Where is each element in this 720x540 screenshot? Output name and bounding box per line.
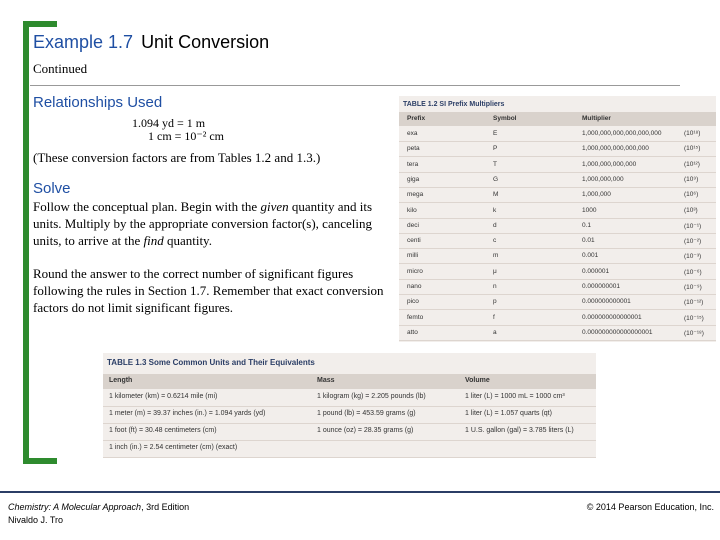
table-cell: 1 U.S. gallon (gal) = 3.785 liters (L)	[465, 427, 574, 434]
example-number: Example 1.7	[33, 32, 134, 52]
table-cell: micro	[407, 267, 423, 275]
table-cell: E	[493, 130, 498, 137]
table-cell: p	[493, 298, 497, 306]
footer-book: Chemistry: A Molecular Approach, 3rd Edition	[8, 502, 190, 512]
continued-label: Continued	[33, 61, 88, 76]
table-cell: (10¹²)	[684, 160, 700, 168]
table-cell: m	[493, 252, 499, 260]
table-row	[399, 326, 716, 341]
table-cell: a	[493, 328, 497, 336]
table-cell: (10¹⁸)	[684, 130, 701, 137]
table-cell: 1 meter (m) = 39.37 inches (in.) = 1.094 yards (yd)	[109, 410, 266, 417]
table-cell: mega	[407, 191, 424, 199]
table-cell: (10⁻¹⁵)	[684, 314, 704, 322]
table-cell: (10¹⁵)	[684, 145, 701, 153]
table-cell: 1,000,000,000,000,000	[582, 145, 649, 153]
table-cell: (10⁻²)	[684, 238, 702, 246]
table-cell: 1 pound (lb) = 453.59 grams (g)	[317, 410, 416, 417]
common-units-table	[103, 353, 596, 458]
table-cell: 1 foot (ft) = 30.48 centimeters (cm)	[109, 427, 217, 434]
table-cell: n	[493, 283, 497, 290]
relationships-heading: Relationships Used	[33, 94, 163, 111]
table-cell: 0.000001	[582, 267, 610, 275]
table-cell: exa	[407, 130, 418, 137]
table-row	[399, 280, 716, 295]
table-cell: (10⁻⁹)	[684, 284, 702, 291]
table-row	[103, 390, 596, 407]
table-cell: 1 liter (L) = 1000 mL = 1000 cm³	[465, 393, 565, 400]
green-bracket-top	[23, 21, 57, 27]
units-table-caption: TABLE 1.3 Some Common Units and Their Equivalents	[107, 358, 315, 367]
table-cell: nano	[407, 283, 422, 290]
footer-rule	[0, 491, 720, 493]
table-row	[399, 234, 716, 249]
table-row	[399, 158, 716, 173]
table-cell: tera	[407, 160, 419, 168]
table-cell: 0.000000000001	[582, 298, 631, 306]
page-title	[33, 32, 269, 53]
table-cell: 0.001	[582, 252, 599, 260]
si-table-header	[399, 112, 716, 126]
table-cell: (10⁻¹²)	[684, 299, 704, 307]
table-cell: 0.000000000000000001	[582, 328, 653, 336]
table-cell: μ	[493, 267, 497, 275]
footer-author: Nivaldo J. Tro	[8, 515, 64, 525]
units-header-cell: Volume	[465, 377, 490, 384]
table-cell: femto	[407, 313, 424, 321]
table-cell: (10³)	[684, 206, 698, 214]
table-cell: d	[493, 221, 497, 229]
table-row	[399, 265, 716, 280]
table-cell: M	[493, 191, 499, 199]
table-cell: centi	[407, 237, 421, 245]
units-header-cell: Mass	[317, 377, 335, 384]
green-bracket	[23, 21, 29, 464]
table-row	[399, 219, 716, 234]
table-cell: (10⁹)	[684, 175, 699, 183]
table-cell: 1 kilogram (kg) = 2.205 pounds (lb)	[317, 393, 426, 400]
table-cell: 1,000,000,000	[582, 175, 624, 183]
table-cell: 1,000,000,000,000,000,000	[582, 130, 662, 137]
green-bracket-bottom	[23, 458, 57, 464]
table-cell: giga	[407, 175, 420, 183]
table-row	[103, 407, 596, 424]
table-cell: 0.1	[582, 221, 592, 229]
units-table-header	[103, 374, 596, 389]
table-row	[399, 188, 716, 203]
footer-copyright: © 2014 Pearson Education, Inc.	[586, 502, 714, 512]
table-cell: (10⁶)	[684, 191, 699, 199]
table-row	[103, 441, 596, 458]
si-header-cell: Multiplier	[582, 115, 611, 122]
table-cell: (10⁻¹)	[684, 222, 702, 230]
table-cell: 1 inch (in.) = 2.54 centimeter (cm) (exact)	[109, 444, 238, 451]
table-cell: G	[493, 175, 499, 183]
si-header-cell: Prefix	[407, 115, 426, 122]
solve-paragraph-2: Round the answer to the correct number of significant figures following the rules in Section 1.7. Remember that exact conversion factors do not limit significant figures.	[33, 266, 384, 315]
example-name: Unit Conversion	[141, 32, 270, 52]
table-row	[399, 127, 716, 142]
table-cell: milli	[407, 252, 419, 260]
table-cell: 0.01	[582, 237, 595, 245]
table-cell: 1 kilometer (km) = 0.6214 mile (mi)	[109, 393, 218, 400]
table-cell: (10⁻³)	[684, 253, 702, 261]
table-row	[399, 311, 716, 326]
relationship-eq1: 1.094 yd = 1 m	[132, 116, 206, 130]
divider	[30, 85, 680, 86]
units-header-cell: Length	[109, 377, 133, 384]
table-cell: peta	[407, 145, 420, 153]
table-row	[399, 295, 716, 310]
si-header-cell: Symbol	[493, 115, 517, 122]
table-row	[103, 424, 596, 441]
table-cell: f	[493, 313, 495, 321]
relationships-note: (These conversion factors are from Tables 1.2 and 1.3.)	[33, 150, 321, 165]
solve-heading: Solve	[33, 180, 71, 197]
table-cell: P	[493, 145, 498, 153]
table-cell: k	[493, 206, 497, 214]
table-cell: 1 ounce (oz) = 28.35 grams (g)	[317, 427, 414, 434]
table-cell: pico	[407, 298, 419, 306]
table-row	[399, 142, 716, 157]
table-cell: 1 liter (L) = 1.057 quarts (qt)	[465, 410, 552, 417]
table-row	[399, 204, 716, 219]
table-cell: T	[493, 160, 497, 168]
table-row	[399, 173, 716, 188]
table-cell: 1000	[582, 206, 597, 214]
table-cell: (10⁻⁶)	[684, 268, 702, 276]
table-cell: 1,000,000	[582, 191, 611, 199]
relationship-eq2: 1 cm = 10⁻² cm	[148, 129, 225, 143]
solve-paragraph-1: Follow the conceptual plan. Begin with the given quantity and its units. Multiply by the appropriate conversion factor(s), canceling units, to arrive at the find quantity.	[33, 199, 373, 248]
si-prefix-table	[399, 96, 716, 342]
table-cell: c	[493, 237, 497, 245]
si-table-caption: TABLE 1.2 SI Prefix Multipliers	[403, 101, 505, 108]
table-cell: deci	[407, 221, 419, 229]
table-cell: 1,000,000,000,000	[582, 160, 637, 168]
table-cell: 0.000000001	[582, 283, 620, 290]
table-cell: 0.000000000000001	[582, 313, 642, 321]
table-cell: atto	[407, 328, 418, 336]
table-cell: (10⁻¹⁸)	[684, 329, 704, 337]
table-cell: kilo	[407, 206, 417, 214]
table-row	[399, 249, 716, 264]
